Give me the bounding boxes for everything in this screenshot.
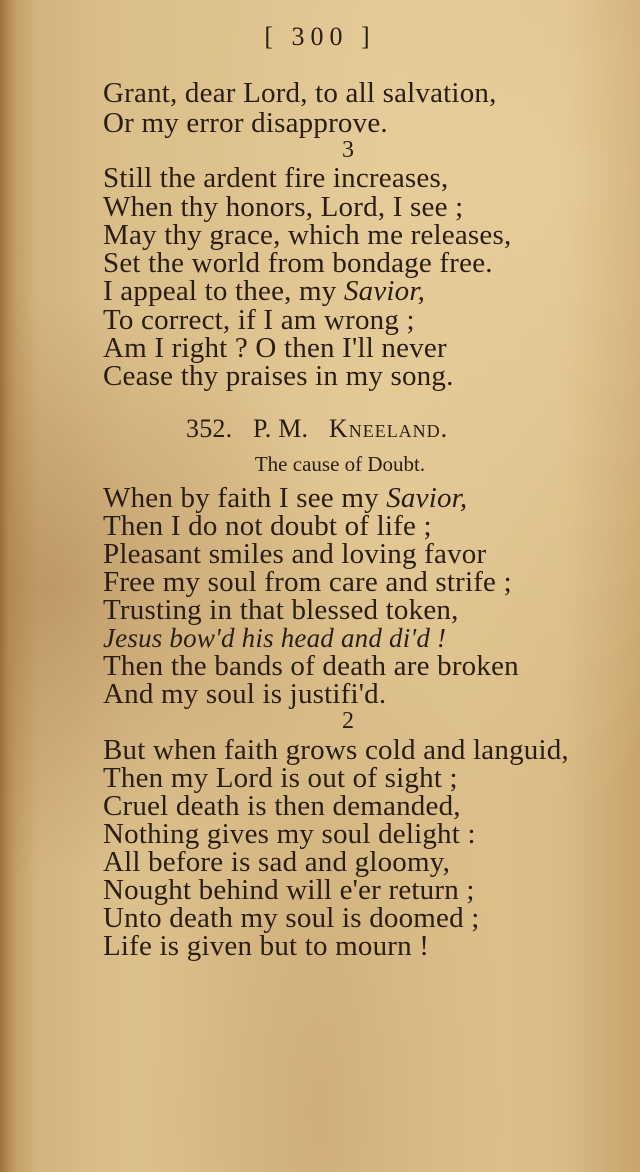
text-segment: When by faith I see my bbox=[103, 482, 387, 514]
text-line: Then I do not doubt of life ; bbox=[103, 510, 432, 542]
text-line: Nought behind will e'er return ; bbox=[103, 874, 475, 906]
page-edge-shadow bbox=[0, 0, 16, 1172]
text-line: And my soul is justifi'd. bbox=[103, 678, 387, 710]
text-line: Then the bands of death are broken bbox=[103, 650, 519, 682]
text-line: Am I right ? O then I'll never bbox=[103, 332, 447, 364]
verse-number: 3 bbox=[342, 137, 354, 163]
italic-word: Savior, bbox=[343, 275, 426, 307]
page-number: [ 300 ] bbox=[264, 22, 376, 51]
hymn-author: Kneeland. bbox=[328, 414, 449, 443]
hymn-heading bbox=[186, 414, 448, 444]
text-line-with-italic bbox=[103, 276, 425, 306]
text-line: Still the ardent fire increases, bbox=[103, 162, 449, 194]
hymn-meter: P. M. bbox=[253, 414, 309, 443]
text-line: Pleasant smiles and loving favor bbox=[103, 538, 487, 570]
text-line: Trusting in that blessed token, bbox=[103, 594, 459, 626]
text-line: Nothing gives my soul delight : bbox=[103, 818, 476, 850]
text-line: But when faith grows cold and languid, bbox=[103, 734, 569, 766]
text-line: May thy grace, which me releases, bbox=[103, 219, 512, 251]
text-line: Unto death my soul is doomed ; bbox=[103, 902, 480, 934]
text-line: Free my soul from care and strife ; bbox=[103, 566, 512, 598]
text-line: To correct, if I am wrong ; bbox=[103, 304, 415, 336]
text-line: Or my error disapprove. bbox=[103, 107, 388, 139]
text-segment: I appeal to thee, my bbox=[103, 275, 344, 307]
text-line: Life is given but to mourn ! bbox=[103, 930, 430, 962]
verse-number: 2 bbox=[342, 708, 354, 734]
hymn-number: 352. bbox=[186, 414, 233, 443]
text-line-italic: Jesus bow'd his head and di'd ! bbox=[103, 623, 447, 653]
text-line: When thy honors, Lord, I see ; bbox=[103, 191, 464, 223]
text-line: Grant, dear Lord, to all salvation, bbox=[103, 77, 497, 109]
text-line: All before is sad and gloomy, bbox=[103, 846, 451, 878]
text-line-with-italic bbox=[103, 483, 467, 513]
italic-word: Savior, bbox=[386, 482, 468, 514]
text-line: Cruel death is then demanded, bbox=[103, 790, 461, 822]
hymn-title: The cause of Doubt. bbox=[254, 452, 426, 476]
text-line: Cease thy praises in my song. bbox=[103, 360, 454, 392]
text-line: Then my Lord is out of sight ; bbox=[103, 762, 458, 794]
text-line: Set the world from bondage free. bbox=[103, 247, 493, 279]
